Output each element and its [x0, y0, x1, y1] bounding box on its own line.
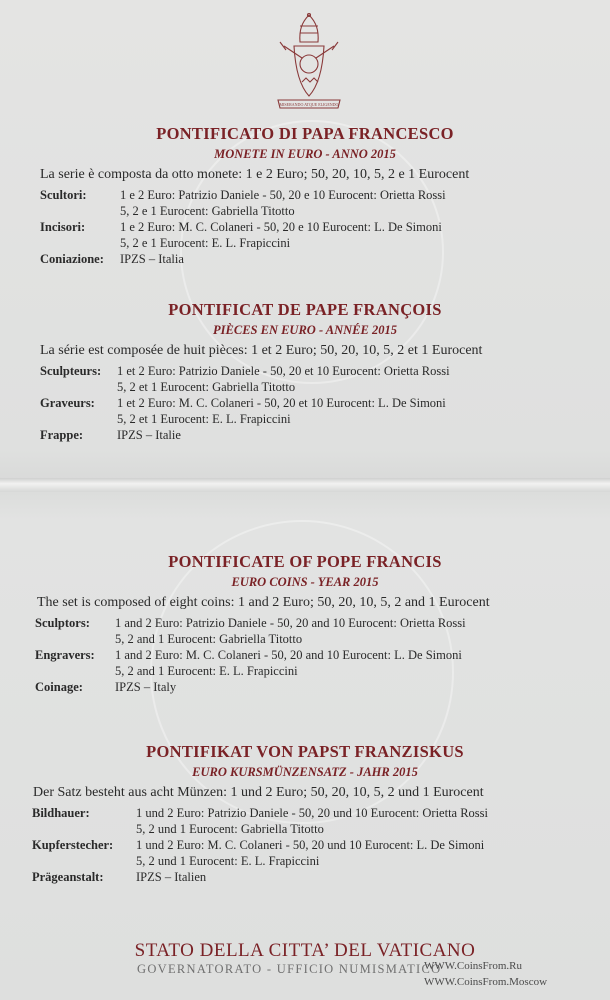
mint-value: IPZS – Italien: [136, 870, 207, 884]
sculptors-row-cont: [32, 821, 610, 837]
engravers-row: [40, 219, 610, 235]
mint-label: Coinage:: [35, 680, 83, 694]
engravers-row: [40, 395, 610, 411]
section-intro: The set is composed of eight coins: 1 and 2 Euro; 50, 20, 10, 5, 2 and 1 Eurocent: [37, 595, 490, 610]
footer-title: STATO DELLA CITTA’ DEL VATICANO: [134, 940, 476, 961]
engravers-value: 5, 2 e 1 Eurocent: E. L. Frapiccini: [120, 236, 291, 250]
engravers-value: 1 and 2 Euro: M. C. Colaneri - 50, 20 and 10 Eurocent: L. De Simoni: [115, 648, 462, 662]
engravers-row: [32, 837, 610, 853]
sculptors-row: [40, 187, 610, 203]
engravers-row-cont: [40, 235, 610, 251]
section-english: [0, 552, 610, 695]
mint-row: [35, 679, 610, 695]
page-fold: [0, 478, 610, 492]
engravers-value: 5, 2 et 1 Eurocent: E. L. Frapiccini: [117, 412, 291, 426]
section-subtitle: EURO COINS - YEAR 2015: [231, 575, 379, 589]
engravers-row-cont: [32, 853, 610, 869]
engravers-row: [35, 647, 610, 663]
watermark-line-1: WWW.CoinsFrom.Ru: [424, 960, 522, 972]
papal-coat-of-arms-icon: [272, 12, 346, 112]
mint-row: [32, 869, 610, 885]
watermark-line-2: WWW.CoinsFrom.Moscow: [424, 976, 548, 988]
sculptors-value: 1 und 2 Euro: Patrizio Daniele - 50, 20 und 10 Eurocent: Orietta Rossi: [136, 806, 489, 820]
mint-label: Prägeanstalt:: [32, 870, 104, 884]
sculptors-label: Bildhauer:: [32, 806, 90, 820]
engravers-value: 1 et 2 Euro: M. C. Colaneri - 50, 20 et 10 Eurocent: L. De Simoni: [117, 396, 446, 410]
sculptors-row: [40, 363, 610, 379]
section-subtitle: EURO KURSMÜNZENSATZ - JAHR 2015: [192, 765, 418, 779]
footer-subtitle: GOVERNATORATO - UFFICIO NUMISMATICO: [137, 962, 442, 976]
section-intro: La serie è composta da otto monete: 1 e 2 Euro; 50, 20, 10, 5, 2 e 1 Eurocent: [40, 167, 470, 182]
engravers-value: 5, 2 and 1 Eurocent: E. L. Frapiccini: [115, 664, 298, 678]
section-title: PONTIFICATE OF POPE FRANCIS: [168, 552, 442, 571]
mint-label: Coniazione:: [40, 252, 104, 266]
section-title: PONTIFIKAT VON PAPST FRANZISKUS: [146, 742, 464, 761]
sculptors-row-cont: [40, 203, 610, 219]
mint-row: [40, 427, 610, 443]
section-title: PONTIFICATO DI PAPA FRANCESCO: [156, 124, 454, 143]
sculptors-value: 1 et 2 Euro: Patrizio Daniele - 50, 20 et 10 Eurocent: Orietta Rossi: [117, 364, 450, 378]
sculptors-value: 5, 2 and 1 Eurocent: Gabriella Titotto: [115, 632, 303, 646]
section-french: [0, 300, 610, 443]
sculptors-value: 5, 2 und 1 Eurocent: Gabriella Titotto: [136, 822, 324, 836]
sculptors-row-cont: [35, 631, 610, 647]
sculptors-value: 5, 2 et 1 Eurocent: Gabriella Titotto: [117, 380, 296, 394]
mint-value: IPZS – Italia: [120, 252, 184, 266]
engravers-value: 1 und 2 Euro: M. C. Colaneri - 50, 20 und 10 Eurocent: L. De Simoni: [136, 838, 485, 852]
engravers-value: 1 e 2 Euro: M. C. Colaneri - 50, 20 e 10 Eurocent: L. De Simoni: [120, 220, 442, 234]
engravers-label: Engravers:: [35, 648, 95, 662]
sculptors-label: Scultori:: [40, 188, 87, 202]
sculptors-value: 1 and 2 Euro: Patrizio Daniele - 50, 20 and 10 Eurocent: Orietta Rossi: [115, 616, 466, 630]
mint-value: IPZS – Italy: [115, 680, 177, 694]
motto-text: MISERANDO ATQUE ELIGENDO: [279, 102, 339, 107]
section-subtitle: PIÈCES EN EURO - ANNÉE 2015: [213, 323, 397, 337]
section-german: [0, 742, 610, 885]
engravers-value: 5, 2 und 1 Eurocent: E. L. Frapiccini: [136, 854, 320, 868]
engravers-label: Incisori:: [40, 220, 86, 234]
sculptors-label: Sculptors:: [35, 616, 90, 630]
section-intro: La série est composée de huit pièces: 1 et 2 Euro; 50, 20, 10, 5, 2 et 1 Eurocent: [40, 343, 483, 358]
sculptors-row: [35, 615, 610, 631]
engravers-label: Kupferstecher:: [32, 838, 114, 852]
sculptors-row: [32, 805, 610, 821]
mint-label: Frappe:: [40, 428, 84, 442]
engravers-row-cont: [40, 411, 610, 427]
mint-row: [40, 251, 610, 267]
section-intro: Der Satz besteht aus acht Münzen: 1 und 2 Euro; 50, 20, 10, 5, 2 und 1 Eurocent: [33, 785, 484, 800]
sculptors-value: 1 e 2 Euro: Patrizio Daniele - 50, 20 e 10 Eurocent: Orietta Rossi: [120, 188, 446, 202]
section-italian: [0, 124, 610, 267]
engravers-row-cont: [35, 663, 610, 679]
section-title: PONTIFICAT DE PAPE FRANÇOIS: [168, 300, 442, 319]
sculptors-value: 5, 2 e 1 Eurocent: Gabriella Titotto: [120, 204, 295, 218]
mint-value: IPZS – Italie: [117, 428, 181, 442]
engravers-label: Graveurs:: [40, 396, 95, 410]
section-subtitle: MONETE IN EURO - ANNO 2015: [214, 147, 396, 161]
sculptors-row-cont: [40, 379, 610, 395]
sculptors-label: Sculpteurs:: [40, 364, 102, 378]
